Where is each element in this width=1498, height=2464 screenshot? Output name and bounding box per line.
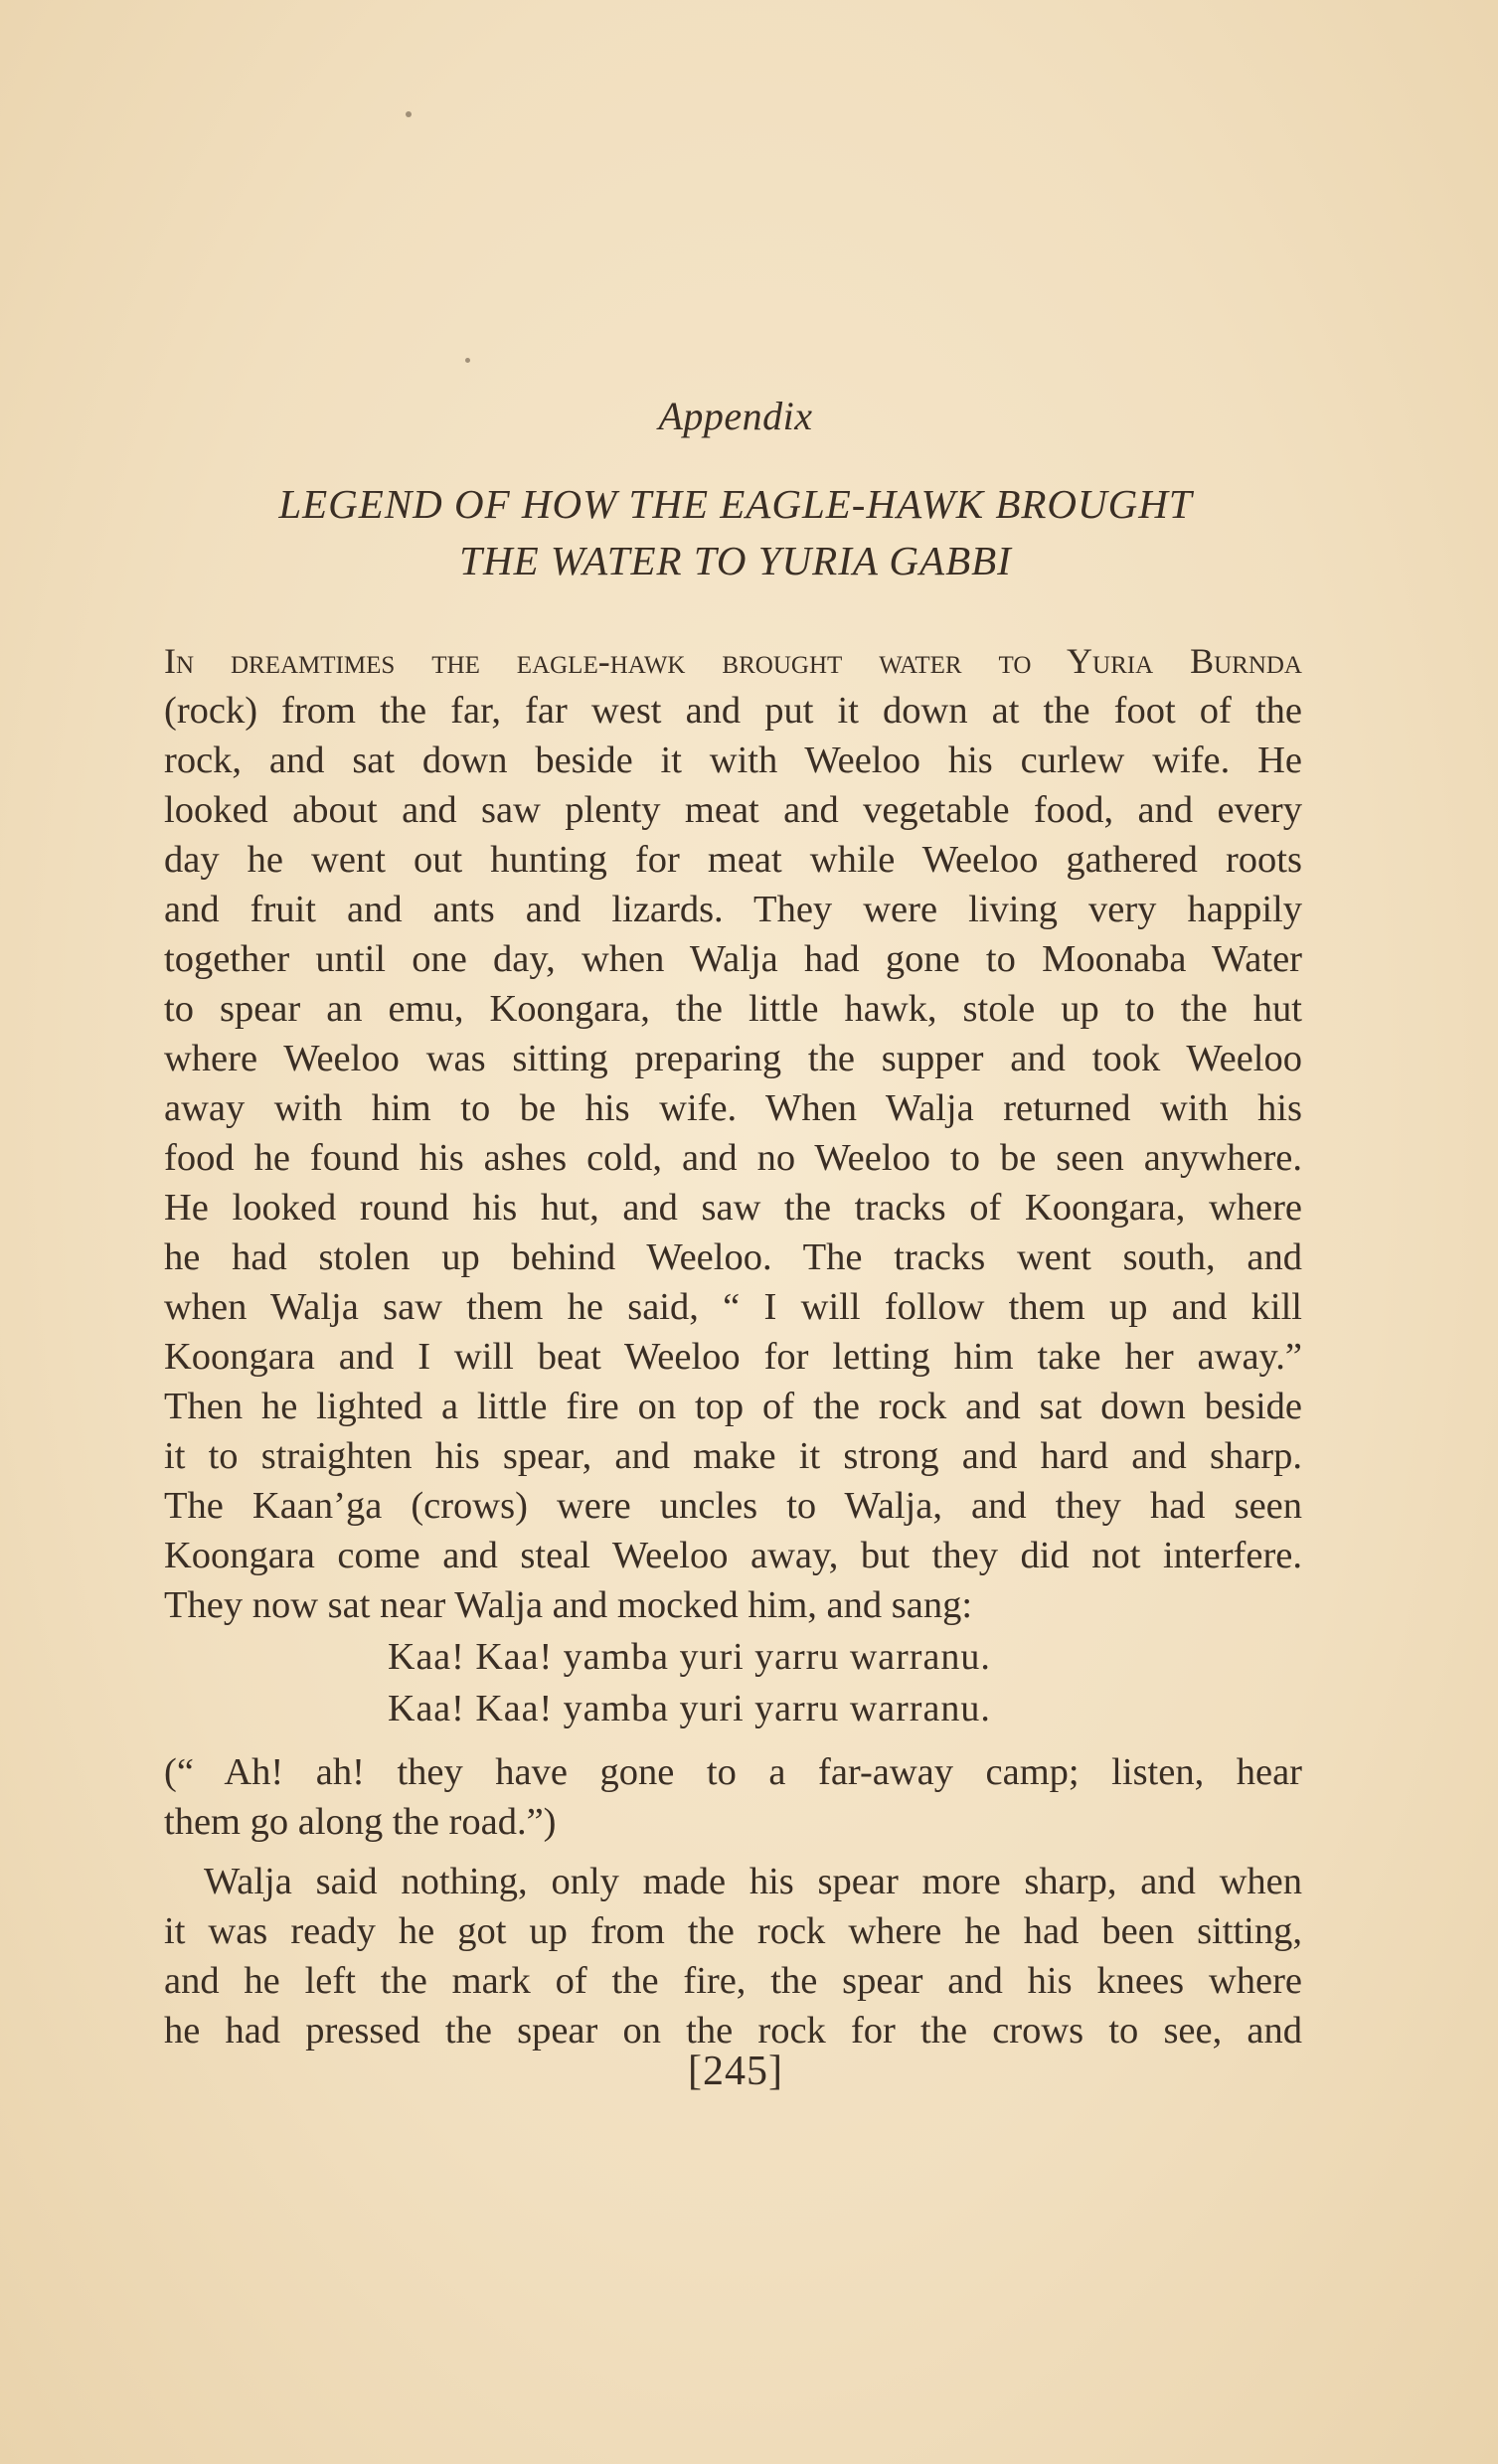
text-line: to spear an emu, Koongara, the little hawk, stole up to the hut bbox=[164, 988, 1302, 1030]
opening-line bbox=[164, 636, 1302, 686]
text-line: He looked round his hut, and saw the tracks of Koongara, where bbox=[164, 1187, 1302, 1229]
text-line: looked about and saw plenty meat and vegetable food, and every bbox=[164, 789, 1302, 831]
text-line: Koongara and I will beat Weeloo for letting him take her away.” bbox=[164, 1336, 1302, 1378]
text-line: and he left the mark of the fire, the spear and his knees where bbox=[164, 1960, 1302, 2002]
text-line: food he found his ashes cold, and no Weeloo to be seen anywhere. bbox=[164, 1137, 1302, 1179]
text-line: where Weeloo was sitting preparing the supper and took Weeloo bbox=[164, 1038, 1302, 1079]
text-line: he had stolen up behind Weeloo. The tracks went south, and bbox=[164, 1236, 1302, 1278]
translation-line: them go along the road.”) bbox=[164, 1801, 557, 1843]
text-line: away with him to be his wife. When Walja returned with his bbox=[164, 1087, 1302, 1129]
chapter-title-line-1: LEGEND OF HOW THE EAGLE-HAWK BROUGHT bbox=[278, 481, 1193, 527]
text-line: together until one day, when Walja had gone to Moonaba Water bbox=[164, 938, 1302, 980]
text-line: Then he lighted a little fire on top of the rock and sat down beside bbox=[164, 1386, 1302, 1427]
text-line: day he went out hunting for meat while Weeloo gathered roots bbox=[164, 839, 1302, 881]
page-number: [245] bbox=[688, 2049, 783, 2094]
translation-line: (“ Ah! ah! they have gone to a far-away camp; listen, hear bbox=[164, 1751, 1302, 1793]
text-line: (rock) from the far, far west and put it down at the foot of the bbox=[164, 690, 1302, 732]
paragraph-1 bbox=[164, 636, 1302, 1630]
verse-line-1: Kaa! Kaa! yamba yuri yarru warranu. bbox=[388, 1636, 991, 1678]
verse-line-2: Kaa! Kaa! yamba yuri yarru warranu. bbox=[388, 1688, 991, 1729]
paper-speck bbox=[406, 111, 412, 117]
paper-speck bbox=[465, 358, 470, 363]
text-line: and fruit and ants and lizards. They were living very happily bbox=[164, 889, 1302, 930]
text-line: when Walja saw them he said, “ I will follow them up and kill bbox=[164, 1286, 1302, 1328]
text-line: it was ready he got up from the rock where he had been sitting, bbox=[164, 1910, 1302, 1952]
text-line: it to straighten his spear, and make it strong and hard and sharp. bbox=[164, 1435, 1302, 1477]
paragraph-2 bbox=[164, 1747, 1302, 2055]
text-line: Koongara come and steal Weeloo away, but they did not interfere. bbox=[164, 1535, 1302, 1576]
small-caps-opening: In dreamtimes the eagle-hawk brought water to Yuria Burnda bbox=[164, 641, 1302, 681]
text-line: They now sat near Walja and mocked him, and sang: bbox=[164, 1584, 973, 1626]
text-line: Walja said nothing, only made his spear more sharp, and when bbox=[204, 1861, 1302, 1902]
text-line: he had pressed the spear on the rock for the crows to see, and bbox=[164, 2010, 1302, 2052]
running-head: Appendix bbox=[658, 394, 813, 438]
text-line: The Kaan’ga (crows) were uncles to Walja, and they had seen bbox=[164, 1485, 1302, 1527]
chapter-title-line-2: THE WATER TO YURIA GABBI bbox=[459, 538, 1012, 583]
text-line: rock, and sat down beside it with Weeloo his curlew wife. He bbox=[164, 739, 1302, 781]
